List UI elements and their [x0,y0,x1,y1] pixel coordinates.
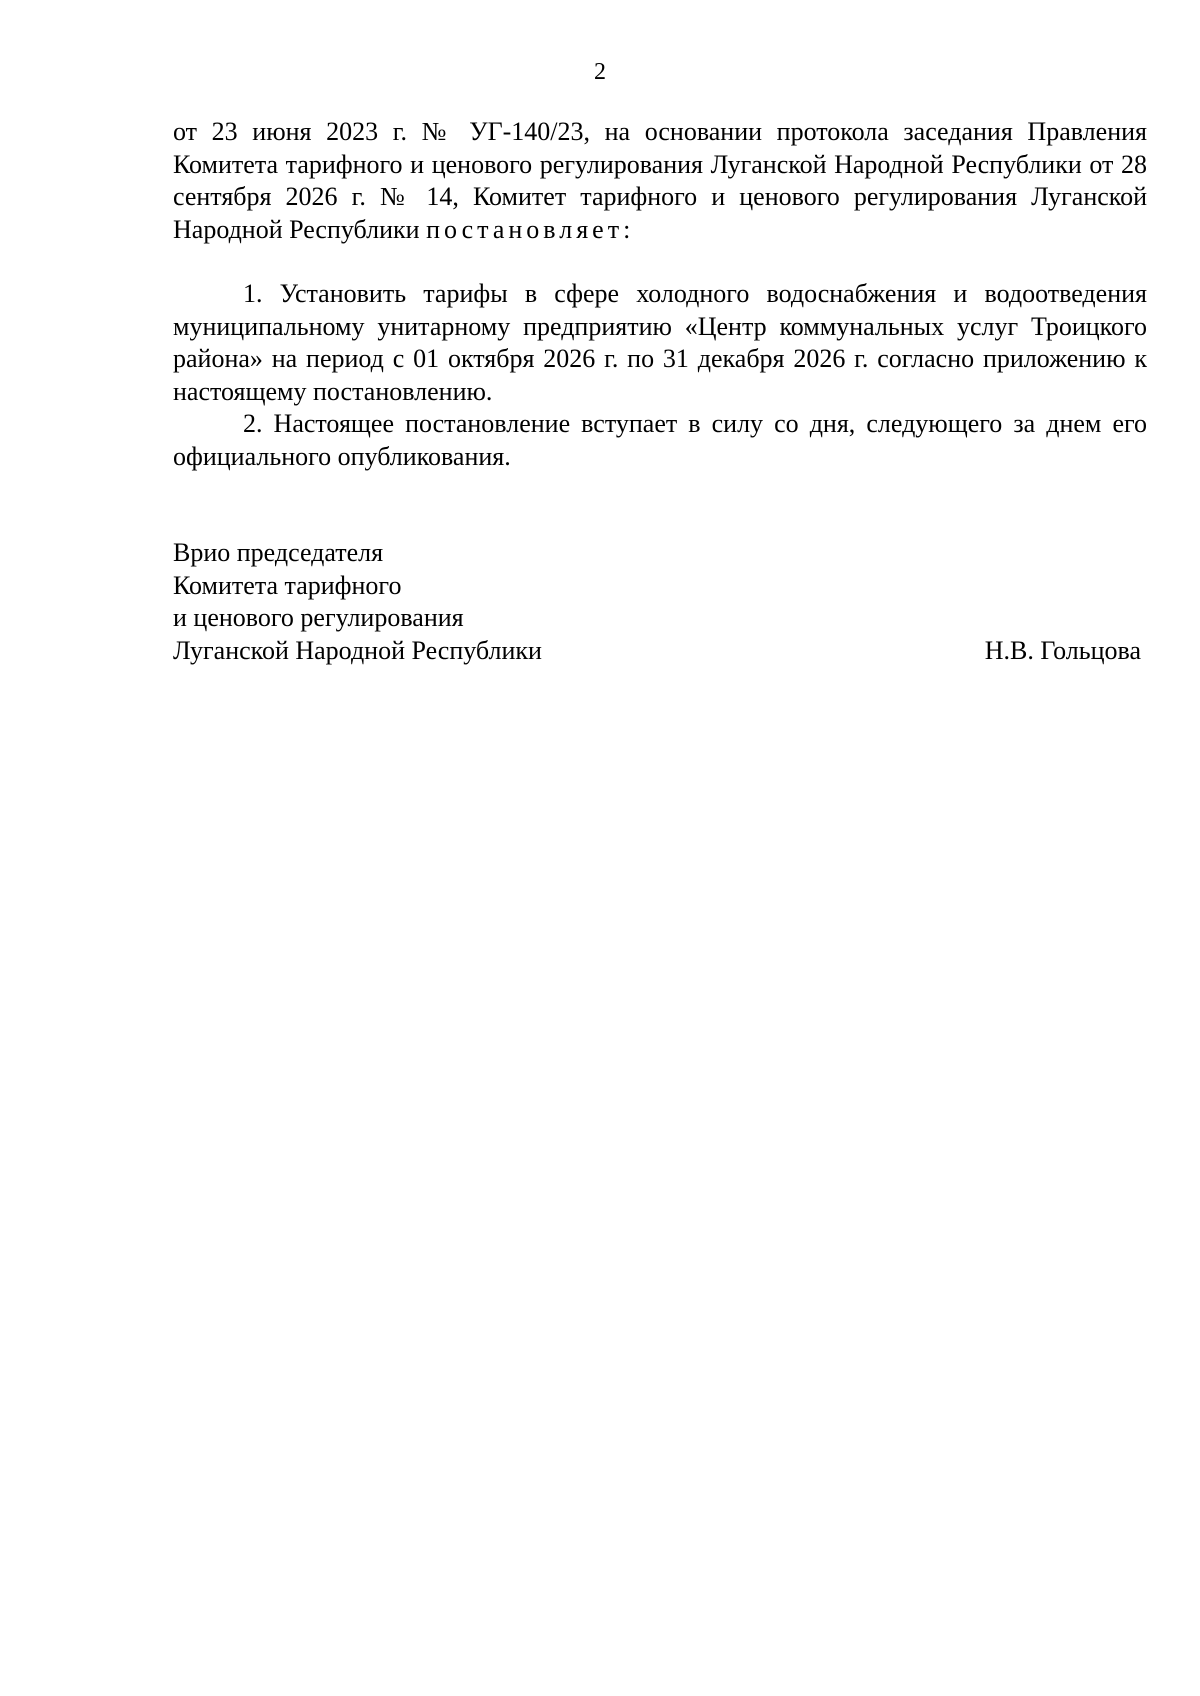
intro-colon: : [623,214,631,244]
signature-title-line: Луганской Народной Республики [173,635,542,665]
intro-paragraph [173,116,1147,246]
signature-block [173,537,1147,667]
decree-word: постановляет [426,214,624,244]
signature-last-row [173,635,1147,668]
page-number: 2 [594,59,606,85]
signature-title-line: Врио председателя [173,538,384,567]
decree-item-1: 1. Установить тарифы в сфере холодного водоснабжения и водоотведения муниципальному унитарному предприятию «Центр коммунальных услуг Троицкого района» на период с 01 октября 2026 г. по 31 декабря 2026 г. согласно приложению к настоящему постановлению. [173,279,1147,406]
decree-item-2: 2. Настоящее постановление вступает в силу со дня, следующего за днем его официального опубликования. [173,409,1147,471]
signature-title-line: Комитета тарифного [173,570,402,600]
signatory-name: Н.В. Гольцова [984,635,1141,665]
document-body [173,116,1147,473]
signature-title-line: и ценового регулирования [173,603,464,632]
intro-text: от 23 июня 2023 г. № УГ-140/23, на основании протокола заседания Правления Комитета тарифного и ценового регулирования Луганской Народной Республики от 28 сентября 2026 г. № 14, Комитет тарифного и ценового регулирования Луганской Народной Республики [173,117,1147,244]
paragraph-gap [173,246,1147,278]
